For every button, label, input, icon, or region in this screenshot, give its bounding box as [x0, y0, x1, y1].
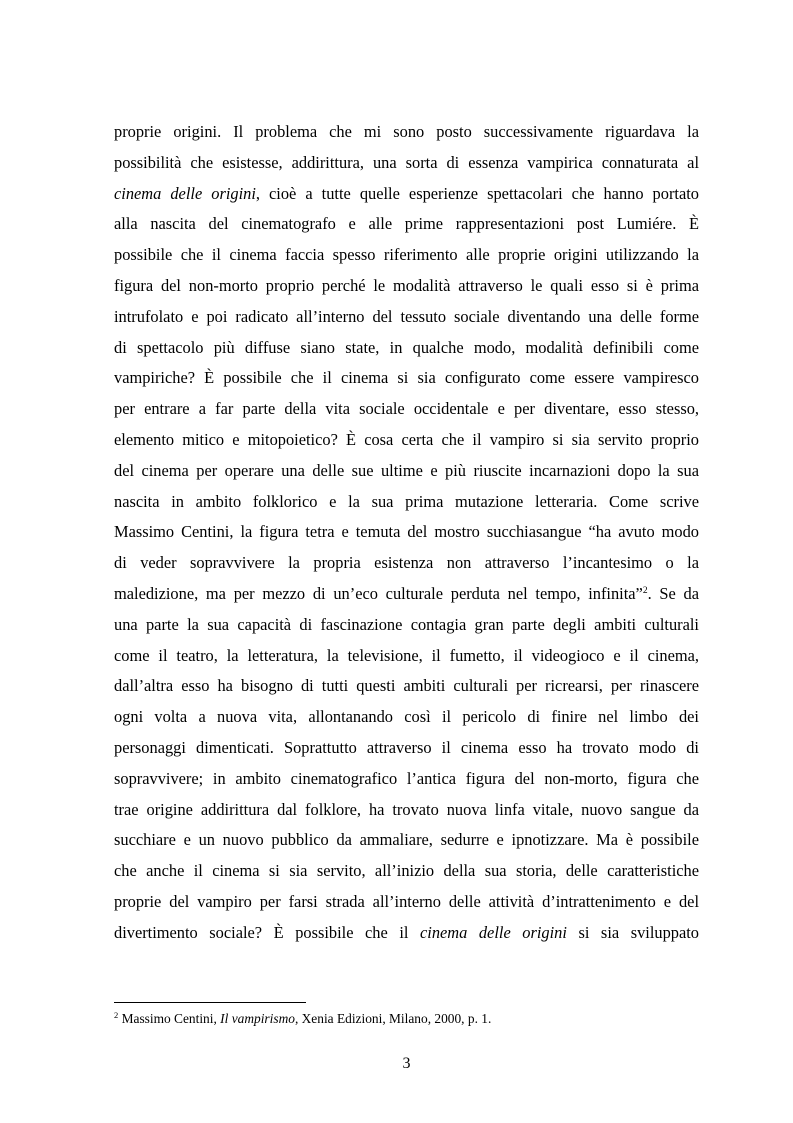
text-line [114, 918, 699, 949]
text-line: di spettacolo più diffuse siano state, in qualche modo, modalità definibili come [114, 337, 699, 357]
text-line: di veder sopravvivere la propria esistenza non attraverso l’incantesimo o la [114, 553, 699, 573]
footnote-details: , Xenia Edizioni, Milano, 2000, p. 1. [294, 1011, 492, 1026]
text-line: succhiare e un nuovo pubblico da ammaliare, sedurre e ipnotizzare. Ma è possibile [114, 830, 699, 850]
text-line: vampiriche? È possibile che il cinema si sia configurato come essere vampiresco [114, 368, 699, 388]
text-line: elemento mitico e mitopoietico? È cosa certa che il vampiro si sia servito proprio [114, 429, 699, 449]
text-line: alla nascita del cinematografo e alle prime rappresentazioni post Lumiére. È [114, 214, 699, 234]
footnote-title: Il vampirismo [220, 1011, 295, 1026]
italic-term: cinema delle origini [419, 922, 567, 942]
text-line: possibile che il cinema faccia spesso riferimento alle proprie origini utilizzando la [114, 245, 699, 265]
footnote [114, 1010, 699, 1028]
text-line: proprie origini. Il problema che mi sono posto successivamente riguardava la [114, 122, 699, 141]
text-line: figura del non-morto proprio perché le modalità attraverso le quali esso si è prima [114, 275, 699, 295]
text-line: Massimo Centini, la figura tetra e temuta del mostro succhiasangue “ha avuto modo [114, 522, 699, 542]
text-line [114, 179, 699, 210]
text-line: nascita in ambito folklorico e la sua prima mutazione letteraria. Come scrive [114, 491, 699, 511]
text-line: ogni volta a nuova vita, allontanando così il pericolo di finire nel limbo dei [114, 707, 699, 727]
italic-term: cinema delle origini [114, 183, 256, 203]
text-line: intrufolato e poi radicato all’interno del tessuto sociale diventando una delle forme [114, 306, 699, 326]
text-line [114, 579, 699, 610]
page-number: 3 [402, 1055, 411, 1072]
text-line: possibilità che esistesse, addirittura, una sorta di essenza vampirica connaturata al [114, 152, 699, 172]
text-line: dall’altra esso ha bisogno di tutti questi ambiti culturali per ricrearsi, per rinascere [114, 676, 699, 696]
text-line: personaggi dimenticati. Soprattutto attraverso il cinema esso ha trovato modo di [114, 737, 699, 757]
text-fragment: . Se da [647, 583, 699, 603]
footnote-separator [114, 1002, 306, 1003]
text-line: come il teatro, la letteratura, la televisione, il fumetto, il videogioco e il cinema, [114, 645, 699, 665]
text-line: del cinema per operare una delle sue ultime e più riuscite incarnazioni dopo la sua [114, 460, 699, 480]
body-paragraph [114, 117, 699, 949]
text-fragment: maledizione, ma per mezzo di un’eco culturale perduta nel tempo, infinita” [114, 583, 643, 603]
text-fragment: si sia sviluppato [566, 922, 699, 942]
text-line: per entrare a far parte della vita sociale occidentale e per diventare, esso stesso, [114, 399, 699, 419]
footnote-reference[interactable]: 2 [642, 585, 648, 596]
text-line: sopravvivere; in ambito cinematografico l’antica figura del non-morto, figura che [114, 768, 699, 788]
text-fragment: divertimento sociale? È possibile che il [114, 922, 420, 942]
text-line: trae origine addirittura dal folklore, ha trovato nuova linfa vitale, nuovo sangue da [114, 799, 699, 819]
text-line: che anche il cinema si sia servito, all’inizio della sua storia, delle caratteristiche [114, 861, 699, 881]
text-line: proprie del vampiro per farsi strada all’interno delle attività d’intrattenimento e del [114, 891, 699, 911]
text-line: una parte la sua capacità di fascinazione contagia gran parte degli ambiti culturali [114, 614, 699, 634]
footnote-number: 2 [114, 1010, 119, 1020]
text-fragment: , cioè a tutte quelle esperienze spettacolari che hanno portato [255, 183, 699, 203]
footnote-author: Massimo Centini, [118, 1011, 221, 1026]
